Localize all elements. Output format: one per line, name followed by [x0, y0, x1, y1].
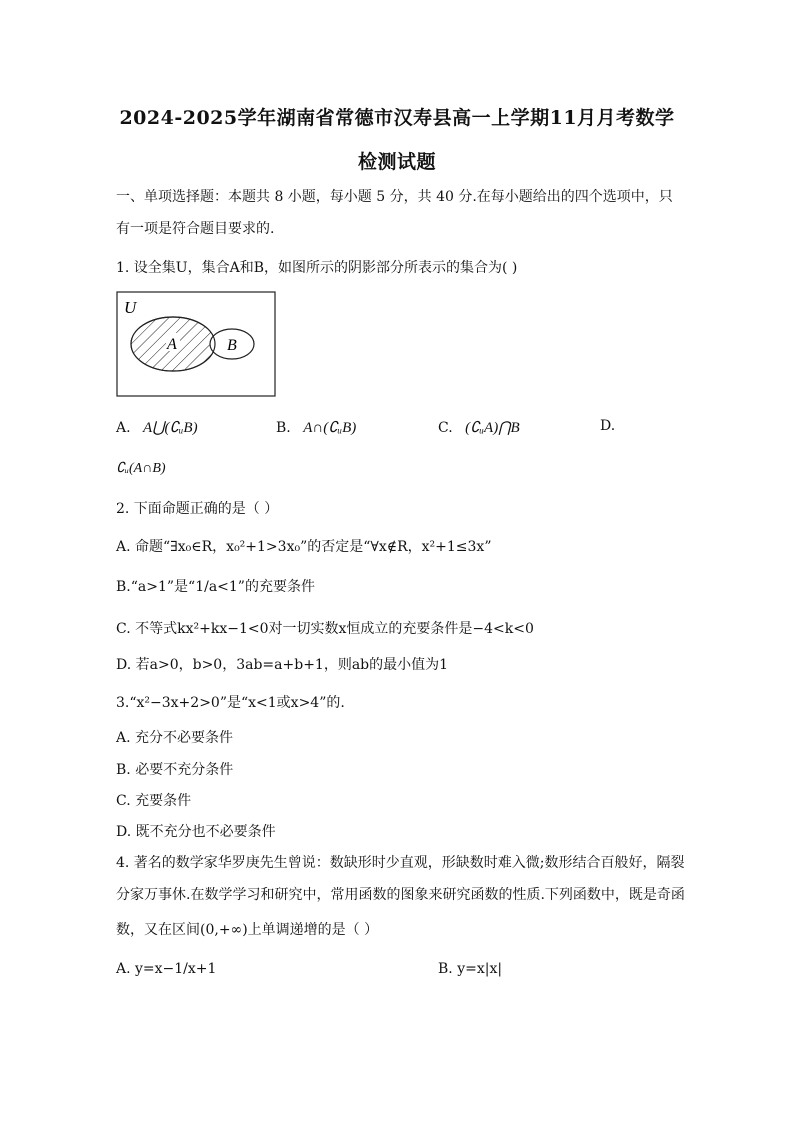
- question-4-line1: 4. 著名的数学家华罗庚先生曾说：数缺形时少直观，形缺数时难入微;数形结合百般好，隔裂: [116, 855, 685, 871]
- venn-label-a: A: [167, 336, 177, 353]
- venn-label-b: B: [227, 337, 237, 354]
- q1-option-a-label: A.: [116, 420, 131, 436]
- q1-option-d-label: D.: [600, 418, 616, 434]
- q2-option-b: B.“a>1”是“1/a<1”的充要条件: [116, 579, 315, 595]
- q1-option-c-text: (∁ᵤA)⋂B: [465, 420, 520, 436]
- q2-option-a: A. 命题“∃x₀∈R，x₀²+1>3x₀”的否定是“∀x∉R，x²+1≤3x”: [116, 539, 492, 555]
- venn-label-u: U: [124, 298, 137, 317]
- q1-option-a-text: A⋃(∁ᵤB): [143, 420, 198, 436]
- question-4-line3: 数，又在区间(0,+∞)上单调递增的是（ ）: [116, 922, 379, 938]
- q1-option-b-text: A∩(∁ᵤB): [303, 420, 357, 436]
- exam-title: 2024-2025学年湖南省常德市汉寿县高一上学期11月月考数学: [119, 107, 675, 129]
- q3-option-b: B. 必要不充分条件: [116, 762, 234, 778]
- question-3-stem: 3.“x²−3x+2>0”是“x<1或x>4”的.: [116, 695, 345, 711]
- question-2-stem: 2. 下面命题正确的是（ ）: [116, 501, 279, 517]
- section-instructions-line2: 有一项是符合题目要求的.: [116, 221, 275, 237]
- q3-option-a: A. 充分不必要条件: [116, 730, 234, 746]
- q2-option-c: C. 不等式kx²+kx−1<0对一切实数x恒成立的充要条件是−4<k<0: [116, 621, 534, 637]
- exam-subtitle: 检测试题: [357, 151, 436, 173]
- q1-option-c-label: C.: [438, 420, 453, 436]
- q4-option-b: B. y=x|x|: [438, 961, 503, 977]
- q1-option-b-label: B.: [276, 420, 291, 436]
- q1-option-d-text: ∁ᵤ(A∩B): [116, 461, 166, 476]
- question-4-line2: 分家万事休.在数学学习和研究中，常用函数的图象来研究函数的性质.下列函数中，既是奇函: [116, 887, 685, 903]
- q3-option-c: C. 充要条件: [116, 793, 192, 809]
- q2-option-d: D. 若a>0，b>0，3ab=a+b+1，则ab的最小值为1: [116, 657, 449, 673]
- q1-option-c: [438, 418, 520, 437]
- q3-option-d: D. 既不充分也不必要条件: [116, 824, 276, 840]
- venn-diagram: [116, 291, 276, 397]
- section-instructions-line1: 一、单项选择题：本题共 8 小题，每小题 5 分，共 40 分.在每小题给出的四个选项中，只: [116, 189, 673, 205]
- q1-option-b: [276, 418, 356, 437]
- q4-option-a: A. y=x−1/x+1: [116, 961, 217, 977]
- q1-option-a: [116, 418, 198, 437]
- question-1-stem: 1. 设全集U，集合A和B，如图所示的阴影部分所表示的集合为( ): [116, 260, 518, 276]
